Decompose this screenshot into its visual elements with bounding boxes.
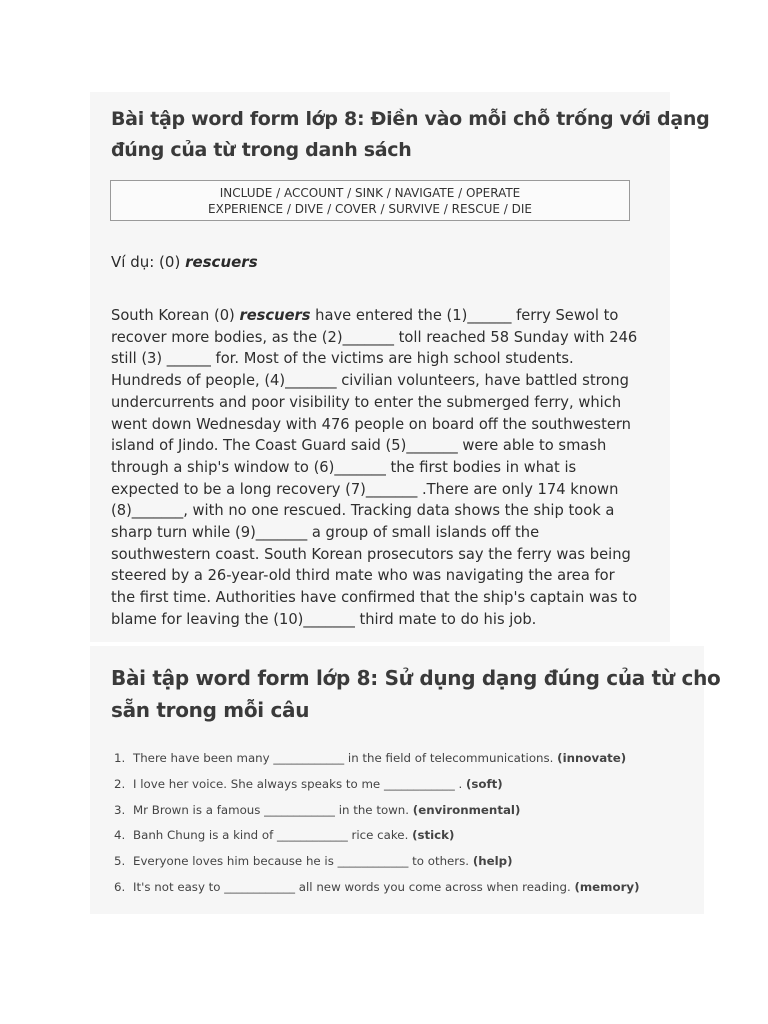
exercise-number: 6. bbox=[114, 879, 126, 894]
passage-text: sharp turn while (9)_______ a group of small islands off the bbox=[111, 524, 540, 542]
section2-title bbox=[111, 662, 720, 726]
passage-line bbox=[111, 435, 641, 457]
passage-line bbox=[111, 370, 641, 392]
exercise-hint: (environmental) bbox=[412, 802, 521, 817]
passage-text: blame for leaving the (10)_______ third mate to do his job. bbox=[111, 610, 537, 628]
passage-line bbox=[111, 479, 641, 501]
passage-line bbox=[111, 457, 641, 479]
passage-line bbox=[111, 414, 641, 436]
exercise-item bbox=[114, 772, 639, 798]
word-list-line1: INCLUDE / ACCOUNT / SINK / NAVIGATE / OPERATE bbox=[219, 186, 521, 200]
exercise-item bbox=[114, 746, 639, 772]
passage-line bbox=[111, 305, 641, 327]
exercise-text: It's not easy to ____________ all new words you come across when reading. bbox=[133, 879, 575, 894]
exercise-hint: (help) bbox=[472, 854, 513, 869]
passage-line bbox=[111, 522, 641, 544]
passage-text: have entered the (1)______ ferry Sewol to bbox=[310, 307, 619, 324]
passage-text: expected to be a long recovery (7)_______ .There are only 174 known bbox=[111, 480, 619, 498]
example-prefix: Ví dụ: (0) bbox=[111, 253, 186, 271]
passage-text: the first time. Authorities have confirmed that the ship's captain was to bbox=[111, 589, 638, 607]
exercise-text: I love her voice. She always speaks to me ____________ . bbox=[133, 776, 466, 791]
passage-line bbox=[111, 544, 641, 566]
exercise-text: There have been many ____________ in the field of telecommunications. bbox=[133, 751, 558, 765]
exercise-hint: (memory) bbox=[574, 879, 640, 894]
section1-title-line2: đúng của từ trong danh sách bbox=[111, 139, 412, 161]
exercise-hint: (stick) bbox=[412, 828, 455, 843]
exercise-number: 1. bbox=[114, 751, 126, 765]
passage-line bbox=[111, 392, 641, 414]
exercise-text: Everyone loves him because he is ____________ to others. bbox=[133, 854, 473, 869]
passage-text: undercurrents and poor visibility to enter the submerged ferry, which bbox=[111, 393, 622, 411]
passage-text: steered by a 26-year-old third mate who was navigating the area for bbox=[111, 567, 615, 585]
passage-line bbox=[111, 500, 641, 522]
passage-text: still (3) ______ for. Most of the victims are high school students. bbox=[111, 350, 574, 368]
exercise-hint: (soft) bbox=[465, 776, 503, 791]
passage-line bbox=[111, 609, 641, 631]
passage bbox=[111, 305, 641, 631]
section1-title-line1: Bài tập word form lớp 8: Điền vào mỗi chỗ trống với dạng bbox=[111, 108, 710, 130]
passage-line bbox=[111, 327, 641, 349]
passage-example-word: rescuers bbox=[239, 307, 311, 324]
section2-title-line1: Bài tập word form lớp 8: Sử dụng dạng đúng của từ cho bbox=[111, 666, 721, 690]
passage-text: went down Wednesday with 476 people on board off the southwestern bbox=[111, 415, 631, 433]
exercise-item bbox=[114, 875, 639, 901]
passage-line bbox=[111, 348, 641, 370]
exercise-text: Mr Brown is a famous ____________ in the town. bbox=[133, 802, 413, 817]
passage-text: through a ship's window to (6)_______ the first bodies in what is bbox=[111, 458, 577, 476]
passage-text: recover more bodies, as the (2)_______ toll reached 58 Sunday with 246 bbox=[111, 328, 638, 346]
passage-text: (8)_______, with no one rescued. Tracking data shows the ship took a bbox=[111, 502, 615, 520]
passage-text: island of Jindo. The Coast Guard said (5)_______ were able to smash bbox=[111, 437, 607, 455]
exercise-text: Banh Chung is a kind of ____________ rice cake. bbox=[133, 828, 413, 843]
passage-text: southwestern coast. South Korean prosecutors say the ferry was being bbox=[111, 545, 631, 563]
exercise-hint: (innovate) bbox=[557, 751, 627, 765]
word-list-line2: EXPERIENCE / DIVE / COVER / SURVIVE / RESCUE / DIE bbox=[208, 202, 532, 216]
section1-title bbox=[111, 104, 709, 166]
section2-title-line2: sẵn trong mỗi câu bbox=[111, 698, 310, 722]
exercise-item bbox=[114, 849, 639, 875]
exercise-number: 5. bbox=[114, 854, 126, 869]
exercise-item bbox=[114, 823, 639, 849]
passage-line bbox=[111, 587, 641, 609]
exercise-number: 2. bbox=[114, 776, 126, 791]
exercise-number: 3. bbox=[114, 802, 126, 817]
example-word: rescuers bbox=[185, 253, 258, 271]
exercise-list bbox=[114, 746, 639, 901]
exercise-number: 4. bbox=[114, 828, 126, 843]
word-list-box bbox=[110, 180, 630, 221]
passage-text: Hundreds of people, (4)_______ civilian volunteers, have battled strong bbox=[111, 372, 629, 390]
exercise-item bbox=[114, 798, 639, 824]
passage-line bbox=[111, 565, 641, 587]
passage-text: South Korean (0) bbox=[111, 307, 240, 324]
example-line bbox=[111, 252, 258, 272]
